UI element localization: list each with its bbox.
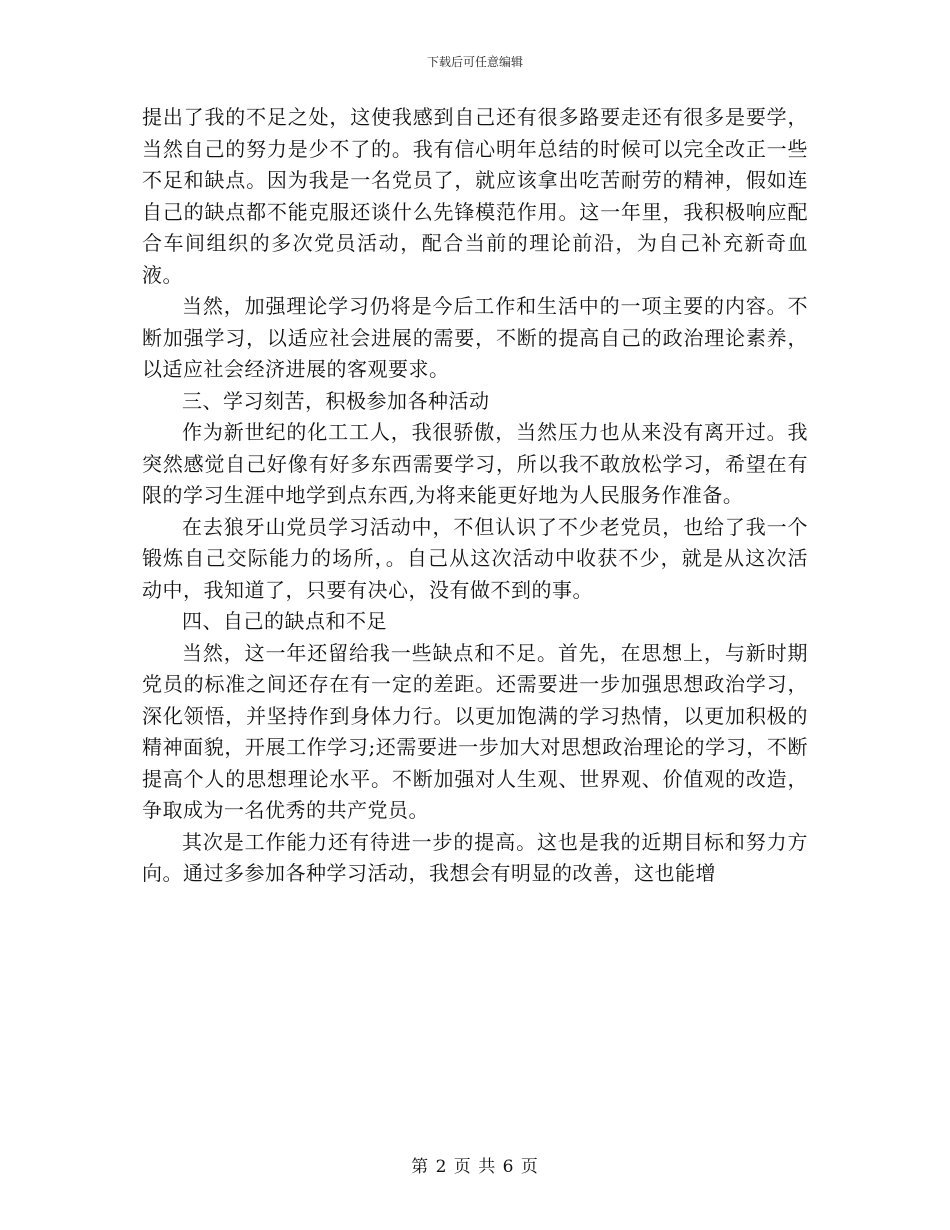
page-number: 第 2 页 共 6 页 bbox=[411, 1157, 539, 1177]
paragraph: 其次是工作能力还有待进一步的提高。这也是我的近期目标和努力方向。通过多参加各种学习活动，我想会有明显的改善，这也能增 bbox=[142, 829, 808, 885]
document-body bbox=[142, 102, 808, 890]
page-header: 下载后可任意编辑 bbox=[426, 55, 523, 69]
paragraph: 在去狼牙山党员学习活动中，不但认识了不少老党员，也给了我一个锻炼自己交际能力的场所，。自己从这次活动中收获不少，就是从这次活动中，我知道了，只要有决心，没有做不到的事。 bbox=[142, 514, 808, 602]
paragraph: 作为新世纪的化工工人，我很骄傲，当然压力也从来没有离开过。我突然感觉自己好像有好多东西需要学习，所以我不敢放松学习，希望在有限的学习生涯中地学到点东西,为将来能更好地为人民服务作准备。 bbox=[142, 420, 808, 507]
section-heading-4: 四、自己的缺点和不足 bbox=[182, 609, 387, 633]
section-heading-3: 三、学习刻苦，积极参加各种活动 bbox=[182, 388, 490, 413]
paragraph-continuation: 提出了我的不足之处，这使我感到自己还有很多路要走还有很多是要学，当然自己的努力是少不了的。我有信心明年总结的时候可以完全改正一些不足和缺点。因为我是一名党员了，就应该拿出吃苦耐劳的精神，假如连自己的缺点都不能克服还谈什么先锋模范作用。这一年里，我积极响应配合车间组织的多次党员活动，配合当前的理论前沿，为自己补充新奇血液。 bbox=[142, 105, 808, 287]
paragraph: 当然，这一年还留给我一些缺点和不足。首先，在思想上，与新时期党员的标准之间还存在有一定的差距。还需要进一步加强思想政治学习，深化领悟，并坚持作到身体力行。以更加饱满的学习热情，以更加积极的精神面貌，开展工作学习;还需要进一步加大对思想政治理论的学习，不断提高个人的思想理论水平。不断加强对人生观、世界观、价值观的改造，争取成为一名优秀的共产党员。 bbox=[142, 640, 808, 822]
paragraph: 当然，加强理论学习仍将是今后工作和生活中的一项主要的内容。不断加强学习，以适应社会进展的需要，不断的提高自己的政治理论素养，以适应社会经济进展的客观要求。 bbox=[142, 294, 808, 381]
